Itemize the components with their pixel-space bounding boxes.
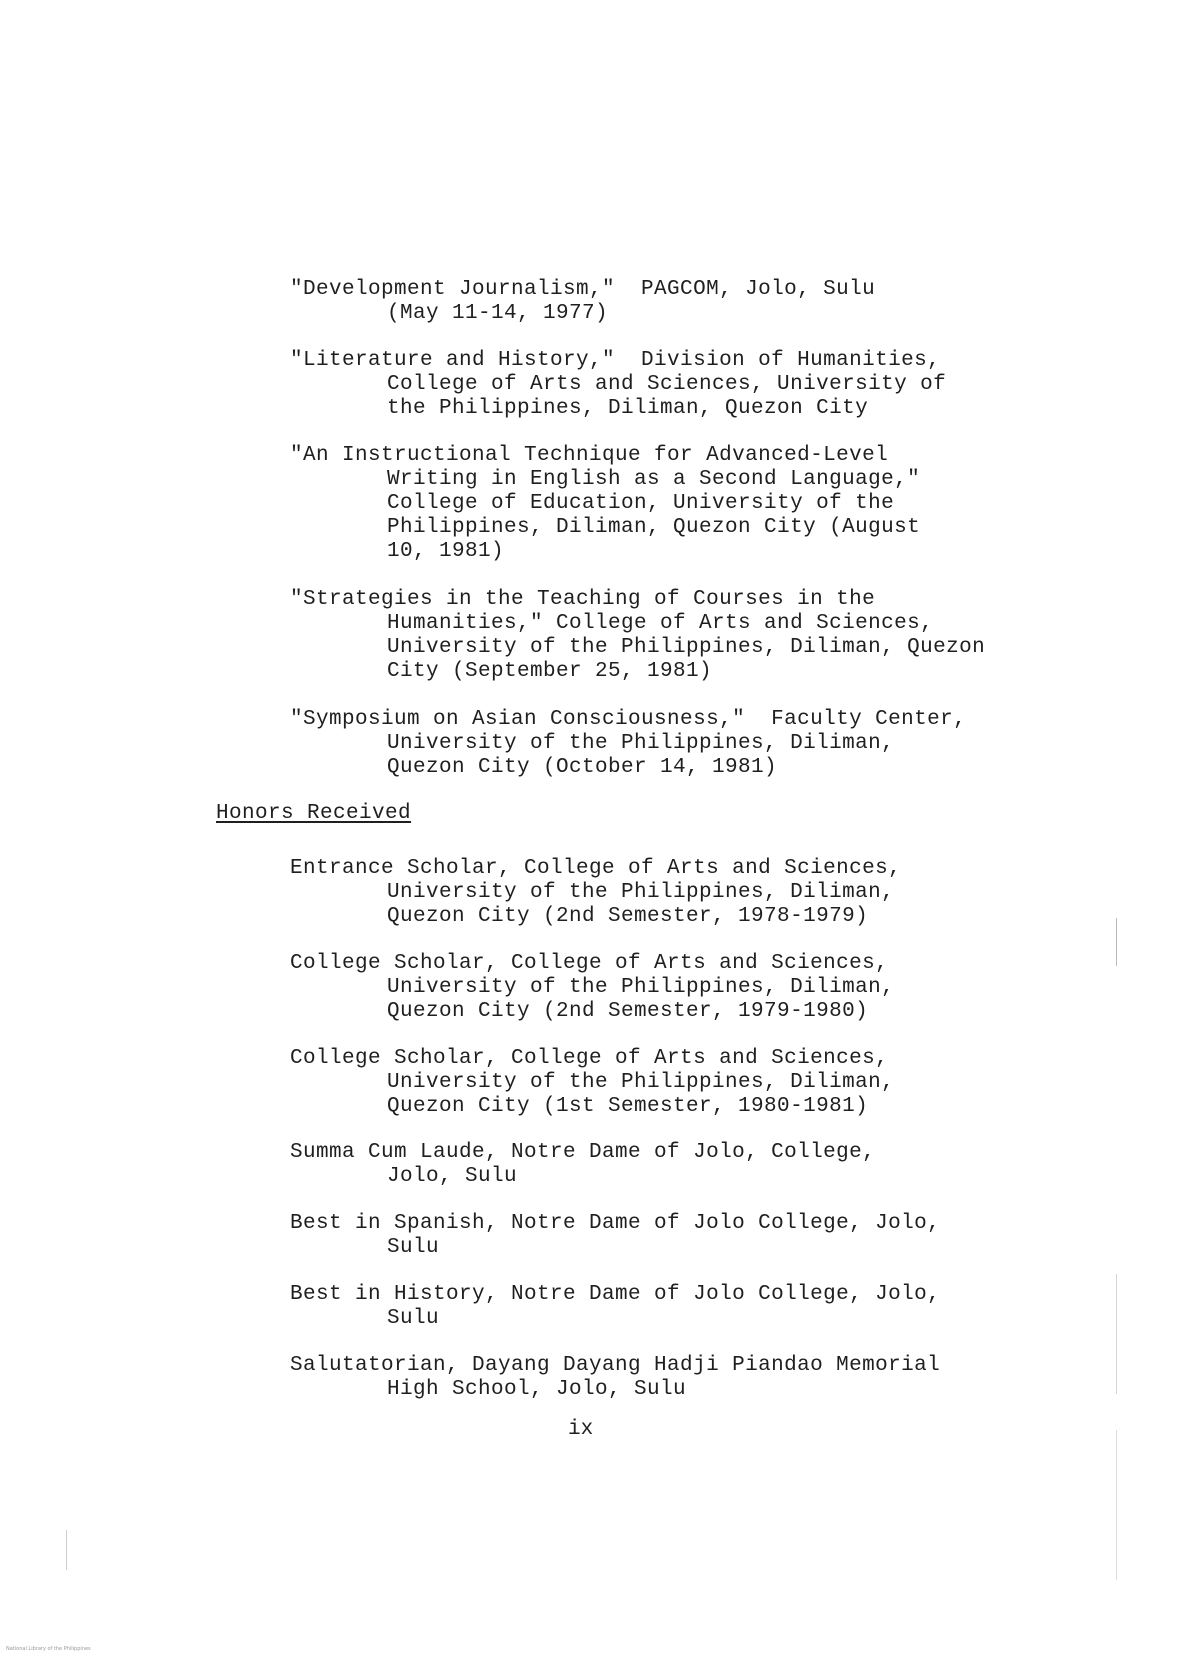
presentation-entry [290, 444, 1090, 564]
entry-line: Writing in English as a Second Language," [387, 468, 921, 491]
presentation-entry [290, 708, 1090, 780]
presentation-entry [290, 278, 1090, 326]
entry-line: Quezon City (2nd Semester, 1978-1979) [387, 905, 869, 928]
entry-line: University of the Philippines, Diliman, [387, 732, 895, 755]
scan-edge-mark [1116, 1274, 1117, 1394]
honor-entry [290, 1354, 1090, 1402]
entry-line: (May 11-14, 1977) [387, 302, 609, 325]
honor-entry [290, 1141, 1090, 1189]
entry-line: Quezon City (October 14, 1981) [387, 756, 778, 779]
entry-line: Quezon City (2nd Semester, 1979-1980) [387, 1000, 869, 1023]
entry-line: Jolo, Sulu [387, 1165, 518, 1188]
entry-line: College of Arts and Sciences, University of [387, 373, 947, 396]
scan-edge-mark [1116, 918, 1117, 966]
footer-note: National Library of the Philippines [6, 1646, 91, 1652]
entry-line: "Strategies in the Teaching of Courses in the [290, 588, 876, 611]
honor-entry [290, 952, 1090, 1024]
scan-edge-mark [1116, 1430, 1117, 1580]
entry-line: the Philippines, Diliman, Quezon City [387, 397, 869, 420]
entry-line: College of Education, University of the [387, 492, 895, 515]
presentation-entry [290, 349, 1090, 421]
entry-line: Entrance Scholar, College of Arts and Sciences, [290, 857, 902, 880]
scan-edge-mark [66, 1530, 67, 1570]
entry-line: College Scholar, College of Arts and Sciences, [290, 952, 889, 975]
entry-line: Quezon City (1st Semester, 1980-1981) [387, 1095, 869, 1118]
entry-line: 10, 1981) [387, 540, 505, 563]
entry-line: Humanities," College of Arts and Sciences, [387, 612, 934, 635]
entry-line: Sulu [387, 1236, 440, 1259]
entry-line: "An Instructional Technique for Advanced-Level [290, 444, 889, 467]
page-number: ix [568, 1418, 594, 1441]
entry-line: College Scholar, College of Arts and Sciences, [290, 1047, 889, 1070]
honor-entry [290, 1047, 1090, 1119]
honor-entry [290, 857, 1090, 929]
entry-line: Sulu [387, 1307, 440, 1330]
entry-line: High School, Jolo, Sulu [387, 1378, 687, 1401]
entry-line: "Literature and History," Division of Humanities, [290, 349, 941, 372]
honors-heading: Honors Received [216, 802, 412, 825]
entry-line: Best in Spanish, Notre Dame of Jolo College, Jolo, [290, 1212, 941, 1235]
entry-line: University of the Philippines, Diliman, [387, 1071, 895, 1094]
honor-entry [290, 1212, 1090, 1260]
entry-line: Philippines, Diliman, Quezon City (August [387, 516, 921, 539]
entry-line: Salutatorian, Dayang Dayang Hadji Piandao Memorial [290, 1354, 941, 1377]
entry-line: City (September 25, 1981) [387, 660, 713, 683]
entry-line: Summa Cum Laude, Notre Dame of Jolo, College, [290, 1141, 876, 1164]
entry-line: University of the Philippines, Diliman, Quezon [387, 636, 986, 659]
entry-line: "Symposium on Asian Consciousness," Faculty Center, [290, 708, 967, 731]
entry-line: University of the Philippines, Diliman, [387, 881, 895, 904]
entry-line: "Development Journalism," PAGCOM, Jolo, Sulu [290, 278, 876, 301]
entry-line: University of the Philippines, Diliman, [387, 976, 895, 999]
honor-entry [290, 1283, 1090, 1331]
presentation-entry [290, 588, 1090, 684]
entry-line: Best in History, Notre Dame of Jolo College, Jolo, [290, 1283, 941, 1306]
